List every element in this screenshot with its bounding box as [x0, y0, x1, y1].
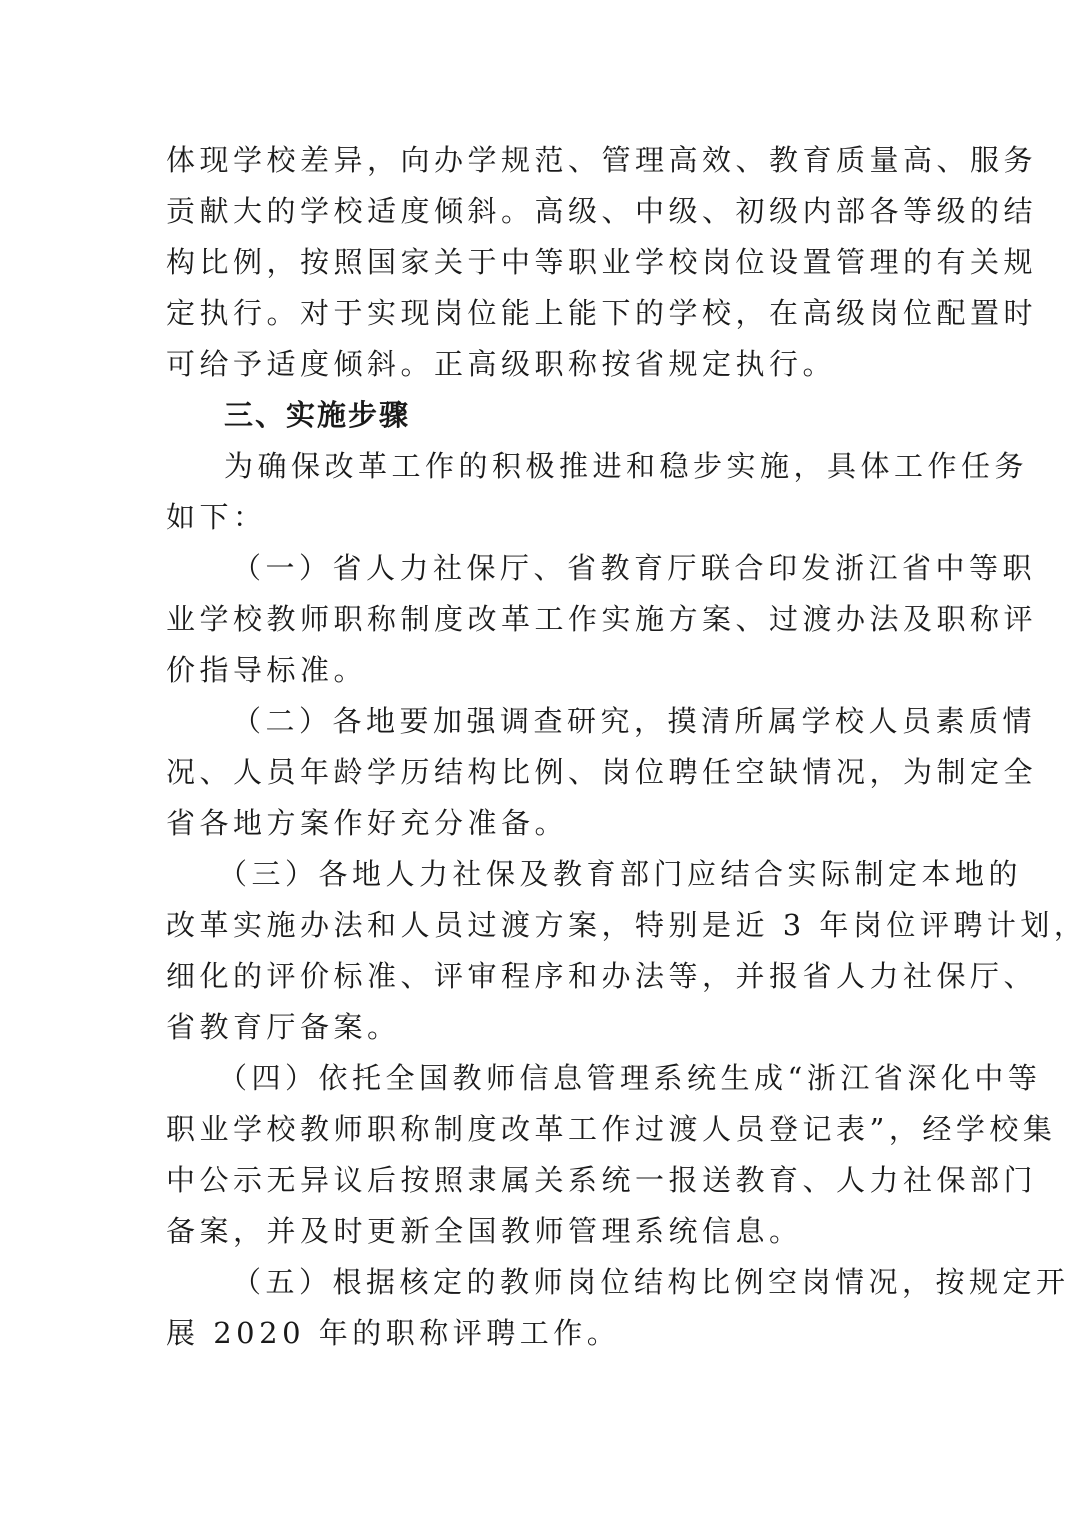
text-line: 省教育厅备案。	[166, 1010, 401, 1044]
section-heading-text: 三、实施步骤	[224, 398, 411, 432]
list-item-4	[166, 1053, 1057, 1257]
document-body	[166, 135, 1087, 1359]
section-heading	[166, 390, 918, 441]
text-line: 可给予适度倾斜。正高级职称按省规定执行。	[166, 347, 837, 381]
text-line: （二）各地要加强调查研究，摸清所属学校人员素质情	[232, 704, 1037, 738]
text-line: 如下：	[166, 500, 267, 534]
text-line: 价指导标准。	[166, 653, 368, 687]
text-line: 为确保改革工作的积极推进和稳步实施，具体工作任务	[224, 449, 1029, 483]
text-line: 定执行。对于实现岗位能上能下的学校，在高级岗位配置时	[166, 296, 1038, 330]
text-line: 贡献大的学校适度倾斜。高级、中级、初级内部各等级的结	[166, 194, 1038, 228]
text-line: 职业学校教师职称制度改革工作过渡人员登记表”，经学校集	[166, 1112, 1057, 1146]
text-line: 展 2020 年的职称评聘工作。	[166, 1316, 621, 1350]
paragraph-school-difference	[166, 135, 1038, 390]
paragraph-intro	[166, 441, 1029, 543]
list-item-2	[166, 696, 1038, 849]
text-line: （一）省人力社保厅、省教育厅联合印发浙江省中等职	[232, 551, 1037, 585]
text-line: 省各地方案作好充分准备。	[166, 806, 569, 840]
text-line: （三）各地人力社保及教育部门应结合实际制定本地的	[218, 857, 1023, 891]
list-item-5	[166, 1257, 1070, 1359]
text-line: 业学校教师职称制度改革工作实施方案、过渡办法及职称评	[166, 602, 1038, 636]
text-line: 况、人员年龄学历结构比例、岗位聘任空缺情况，为制定全	[166, 755, 1038, 789]
text-line: 中公示无异议后按照隶属关系统一报送教育、人力社保部门	[166, 1163, 1038, 1197]
text-line: （四）依托全国教师信息管理系统生成“浙江省深化中等	[218, 1061, 1042, 1095]
text-line: 体现学校差异，向办学规范、管理高效、教育质量高、服务	[166, 143, 1038, 177]
text-line: 改革实施办法和人员过渡方案，特别是近 3 年岗位评聘计划，	[166, 908, 1087, 942]
list-item-1	[166, 543, 1038, 696]
text-line: 细化的评价标准、评审程序和办法等，并报省人力社保厅、	[166, 959, 1038, 993]
text-line: （五）根据核定的教师岗位结构比例空岗情况，按规定开	[232, 1265, 1070, 1299]
list-item-3	[166, 849, 1087, 1053]
text-line: 备案，并及时更新全国教师管理系统信息。	[166, 1214, 803, 1248]
text-line: 构比例，按照国家关于中等职业学校岗位设置管理的有关规	[166, 245, 1038, 279]
